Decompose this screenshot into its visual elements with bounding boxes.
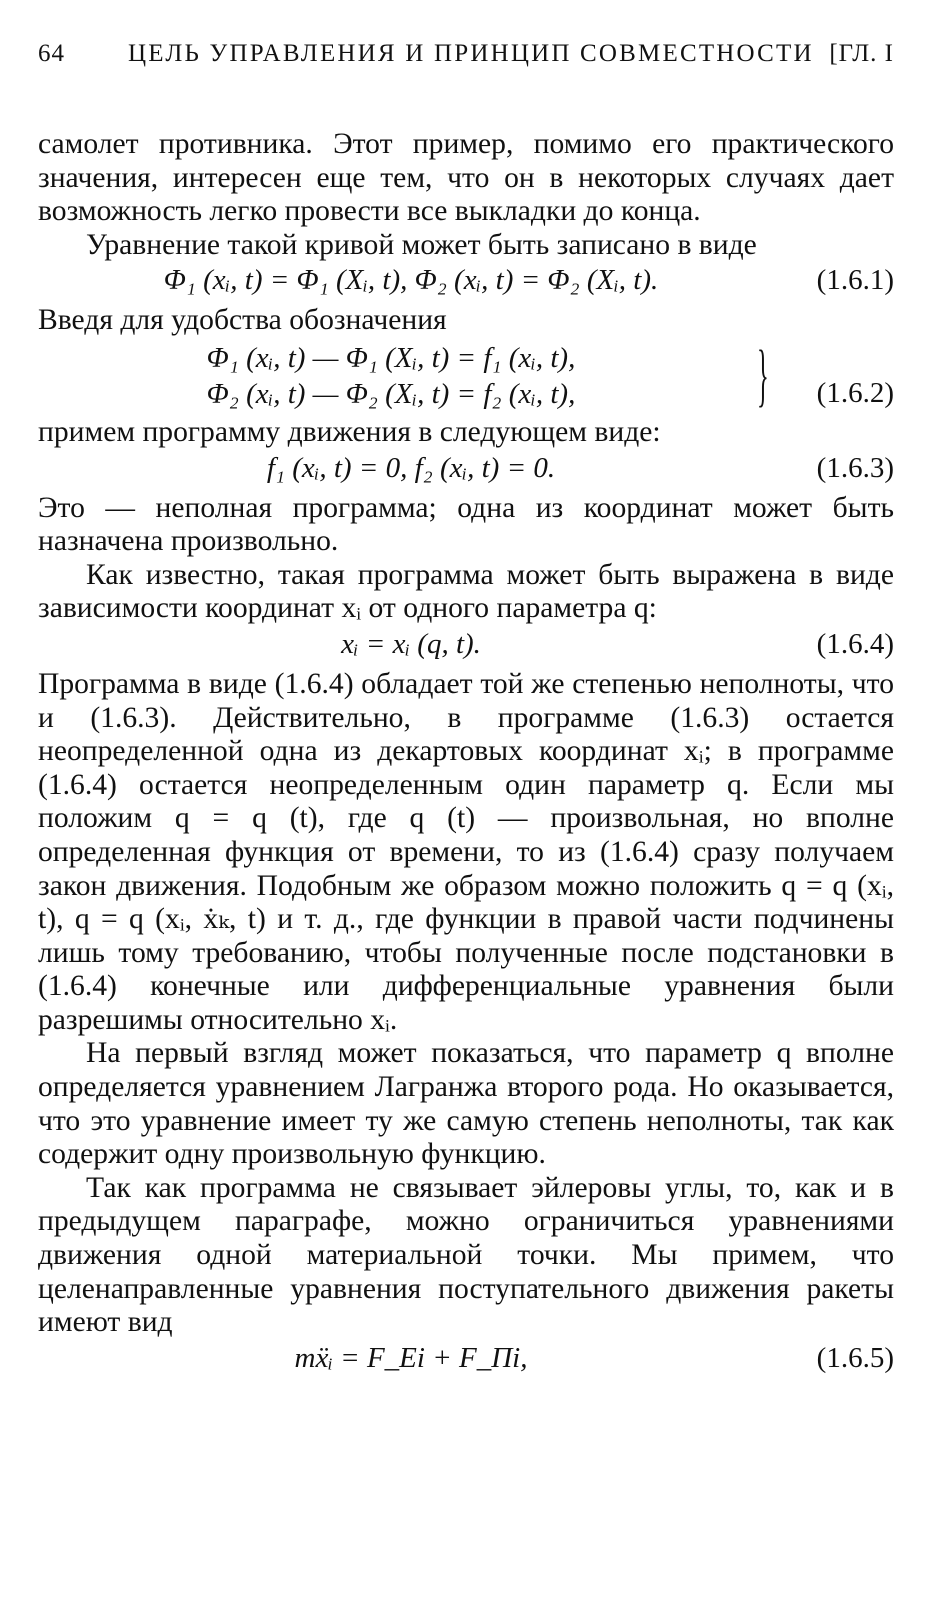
paragraph-2: Уравнение такой кривой может быть записано в виде (86, 228, 757, 261)
page-body (38, 128, 894, 1380)
paragraph-9: Так как программа не связывает эйлеровы углы, то, как и в предыдущем параграфе, можно ограничиться уравнениями движения одной материальной точки. Мы примем, что целенаправленные уравнения поступательного движения ракеты имеют вид (38, 1171, 894, 1339)
page-number: 64 (38, 40, 65, 67)
equation-line-1: Φ₁ (xᵢ, t) — Φ₁ (Xᵢ, t) = f₁ (xᵢ, t), (206, 341, 576, 374)
equation-number: (1.6.5) (816, 1341, 894, 1374)
equation-system (38, 340, 744, 412)
equation-number: (1.6.1) (816, 264, 894, 297)
equation-formula: mẍᵢ = F_Ei + F_Пi, (294, 1341, 528, 1374)
paragraph-3: Введя для удобства обозначения (38, 304, 447, 337)
paragraph-1: самолет противника. Этот пример, помимо его практического значения, интересен еще тем, что он в некоторых случаях дает возможность легко провести все выкладки до конца. (38, 128, 894, 228)
paragraph-8: На первый взгляд может показаться, что параметр q вполне определяется уравнением Лагранжа второго рода. Но оказывается, что это уравнение имеет ту же самую степень неполноты, так как содержит одну произвольную функцию. (38, 1037, 894, 1171)
equation-number: (1.6.2) (816, 377, 894, 410)
paragraph-4: примем программу движения в следующем виде: (38, 415, 661, 448)
chapter-marker: [ГЛ. I (829, 40, 894, 67)
paragraph-5: Это — неполная программа; одна из координат может быть назначена произвольно. (38, 491, 894, 558)
equation-formula: f₁ (xᵢ, t) = 0, f₂ (xᵢ, t) = 0. (266, 451, 556, 484)
book-page (38, 40, 894, 1382)
equation-1-6-2 (38, 336, 894, 414)
equation-line-2: Φ₂ (xᵢ, t) — Φ₂ (Xᵢ, t) = f₂ (xᵢ, t), (206, 377, 576, 410)
equation-number: (1.6.4) (816, 627, 894, 660)
equation-1-6-5 (38, 1342, 894, 1380)
equation-number: (1.6.3) (816, 451, 894, 484)
right-brace: } (757, 336, 769, 414)
running-title: ЦЕЛЬ УПРАВЛЕНИЯ И ПРИНЦИП СОВМЕСТНОСТИ (128, 40, 814, 67)
equation-formula: Φ₁ (xᵢ, t) = Φ₁ (Xᵢ, t), Φ₂ (xᵢ, t) = Φ₂ (Xᵢ, t). (163, 264, 659, 297)
equation-1-6-4 (38, 628, 894, 666)
equation-1-6-1 (38, 264, 894, 302)
paragraph-7: Программа в виде (1.6.4) обладает той же степенью неполноты, что и (1.6.3). Действительно, в программе (1.6.3) остается неопределенной одна из декартовых координат xᵢ; в программе (1.6.4) остается неопределенным один параметр q. Если мы положим q = q (t), где q (t) — произвольная, но вполне определенная функция от времени, то из (1.6.4) сразу получаем закон движения. Подобным же образом можно положить q = q (xᵢ, t), q = q (xᵢ, ẋₖ, t) и т. д., где функции в правой части подчинены лишь тому требованию, чтобы полученные после подстановки в (1.6.4) конечные или дифференциальные уравнения были разрешимы относительно xᵢ. (38, 667, 894, 1036)
equation-1-6-3 (38, 452, 894, 490)
paragraph-6: Как известно, такая программа может быть выражена в виде зависимости координат xᵢ от одного параметра q: (38, 558, 894, 625)
running-header (38, 40, 894, 80)
equation-formula: xᵢ = xᵢ (q, t). (341, 627, 481, 660)
